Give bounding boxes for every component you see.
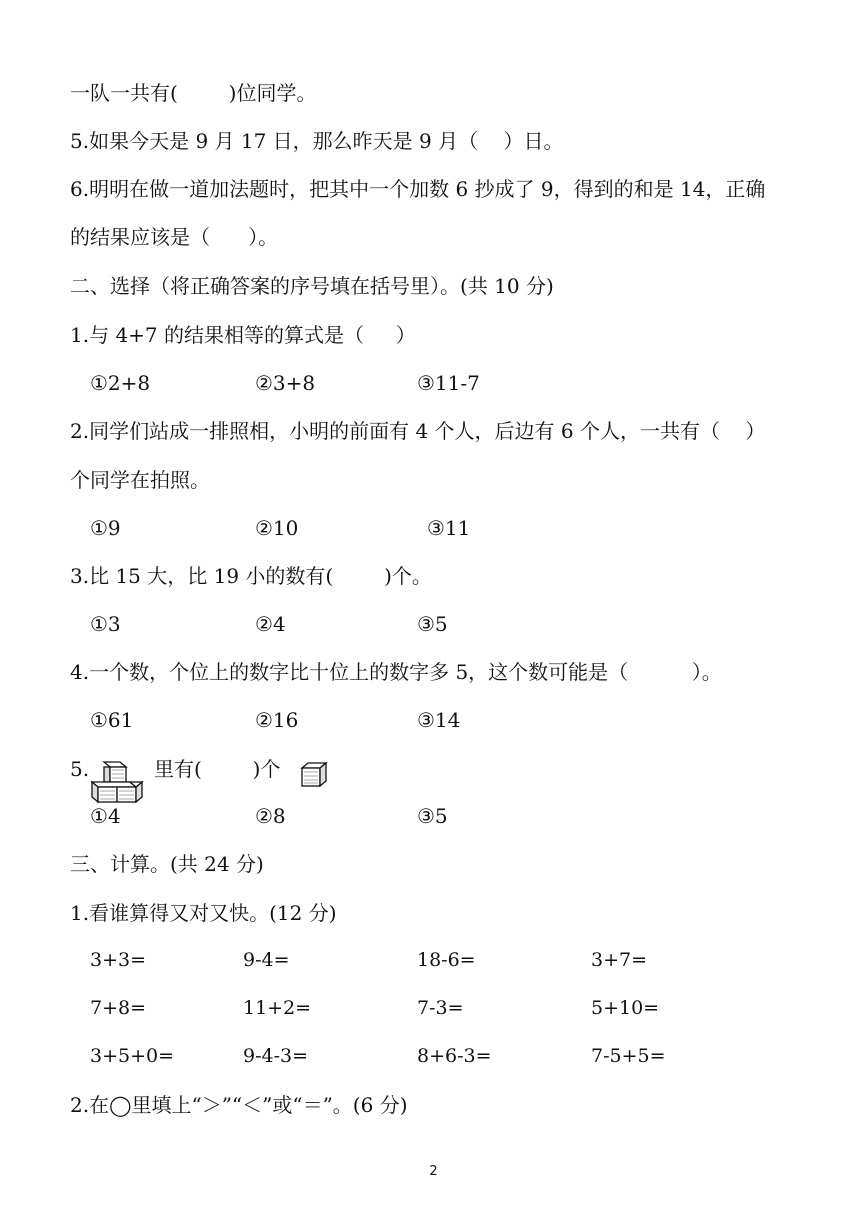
page-number: 2 xyxy=(429,1164,438,1179)
choice-question-1: 1.与 4+7 的结果相等的算式是（ ） xyxy=(70,323,416,347)
calc-item: 5+10= xyxy=(591,997,660,1019)
question-5: 5.如果今天是 9 月 17 日，那么昨天是 9 月（ ）日。 xyxy=(70,129,564,153)
calc-item: 7+8= xyxy=(90,997,147,1019)
choice-question-3: 3.比 15 大，比 19 小的数有( )个。 xyxy=(70,564,432,588)
choice-question-5-text: 里有( )个 xyxy=(154,757,281,781)
choice-4-option-3: ③14 xyxy=(417,708,461,732)
question-6-line2: 的结果应该是（ ）。 xyxy=(70,225,279,249)
calc-item: 7-5+5= xyxy=(591,1045,666,1067)
calc-item: 18-6= xyxy=(417,949,476,971)
choice-question-4: 4.一个数，个位上的数字比十位上的数字多 5，这个数可能是（ ）。 xyxy=(70,660,722,684)
calc-item: 9-4-3= xyxy=(243,1045,309,1067)
calc-item: 3+3= xyxy=(90,949,147,971)
calc-item: 7-3= xyxy=(417,997,464,1019)
choice-2-option-1: ①9 xyxy=(90,516,121,540)
choice-question-5-number: 5. xyxy=(70,757,90,781)
cube-stack-icon xyxy=(90,760,148,804)
choice-1-option-3: ③11-7 xyxy=(417,371,480,395)
choice-1-option-2: ②3+8 xyxy=(255,371,316,395)
choice-question-2-line2: 个同学在拍照。 xyxy=(70,468,210,492)
choice-2-option-2: ②10 xyxy=(255,516,299,540)
question-4-continuation: 一队一共有( )位同学。 xyxy=(70,81,317,105)
choice-4-option-2: ②16 xyxy=(255,708,299,732)
choice-4-option-1: ①61 xyxy=(90,708,134,732)
calc-item: 3+7= xyxy=(591,949,648,971)
calc-item: 8+6-3= xyxy=(417,1045,492,1067)
single-cube-icon xyxy=(300,762,328,788)
choice-3-option-3: ③5 xyxy=(417,612,448,636)
choice-question-2-line1: 2.同学们站成一排照相，小明的前面有 4 个人，后边有 6 个人，一共有（ ） xyxy=(70,419,766,443)
choice-5-option-3: ③5 xyxy=(417,804,448,828)
choice-3-option-1: ①3 xyxy=(90,612,121,636)
calc-item: 9-4= xyxy=(243,949,290,971)
choice-1-option-1: ①2+8 xyxy=(90,371,151,395)
calc-item: 3+5+0= xyxy=(90,1045,175,1067)
choice-5-option-1: ①4 xyxy=(90,804,121,828)
calc-question-1: 1.看谁算得又对又快。(12 分) xyxy=(70,901,337,925)
calc-item: 11+2= xyxy=(243,997,312,1019)
section-2-heading: 二、选择（将正确答案的序号填在括号里）。(共 10 分) xyxy=(70,274,554,298)
choice-3-option-2: ②4 xyxy=(255,612,286,636)
choice-2-option-3: ③11 xyxy=(427,516,471,540)
question-6-line1: 6.明明在做一道加法题时，把其中一个加数 6 抄成了 9，得到的和是 14，正确 xyxy=(70,177,766,201)
calc-question-2: 2.在◯里填上“＞”“＜”或“＝”。(6 分) xyxy=(70,1093,408,1117)
choice-5-option-2: ②8 xyxy=(255,804,286,828)
section-3-heading: 三、计算。(共 24 分) xyxy=(70,852,264,876)
